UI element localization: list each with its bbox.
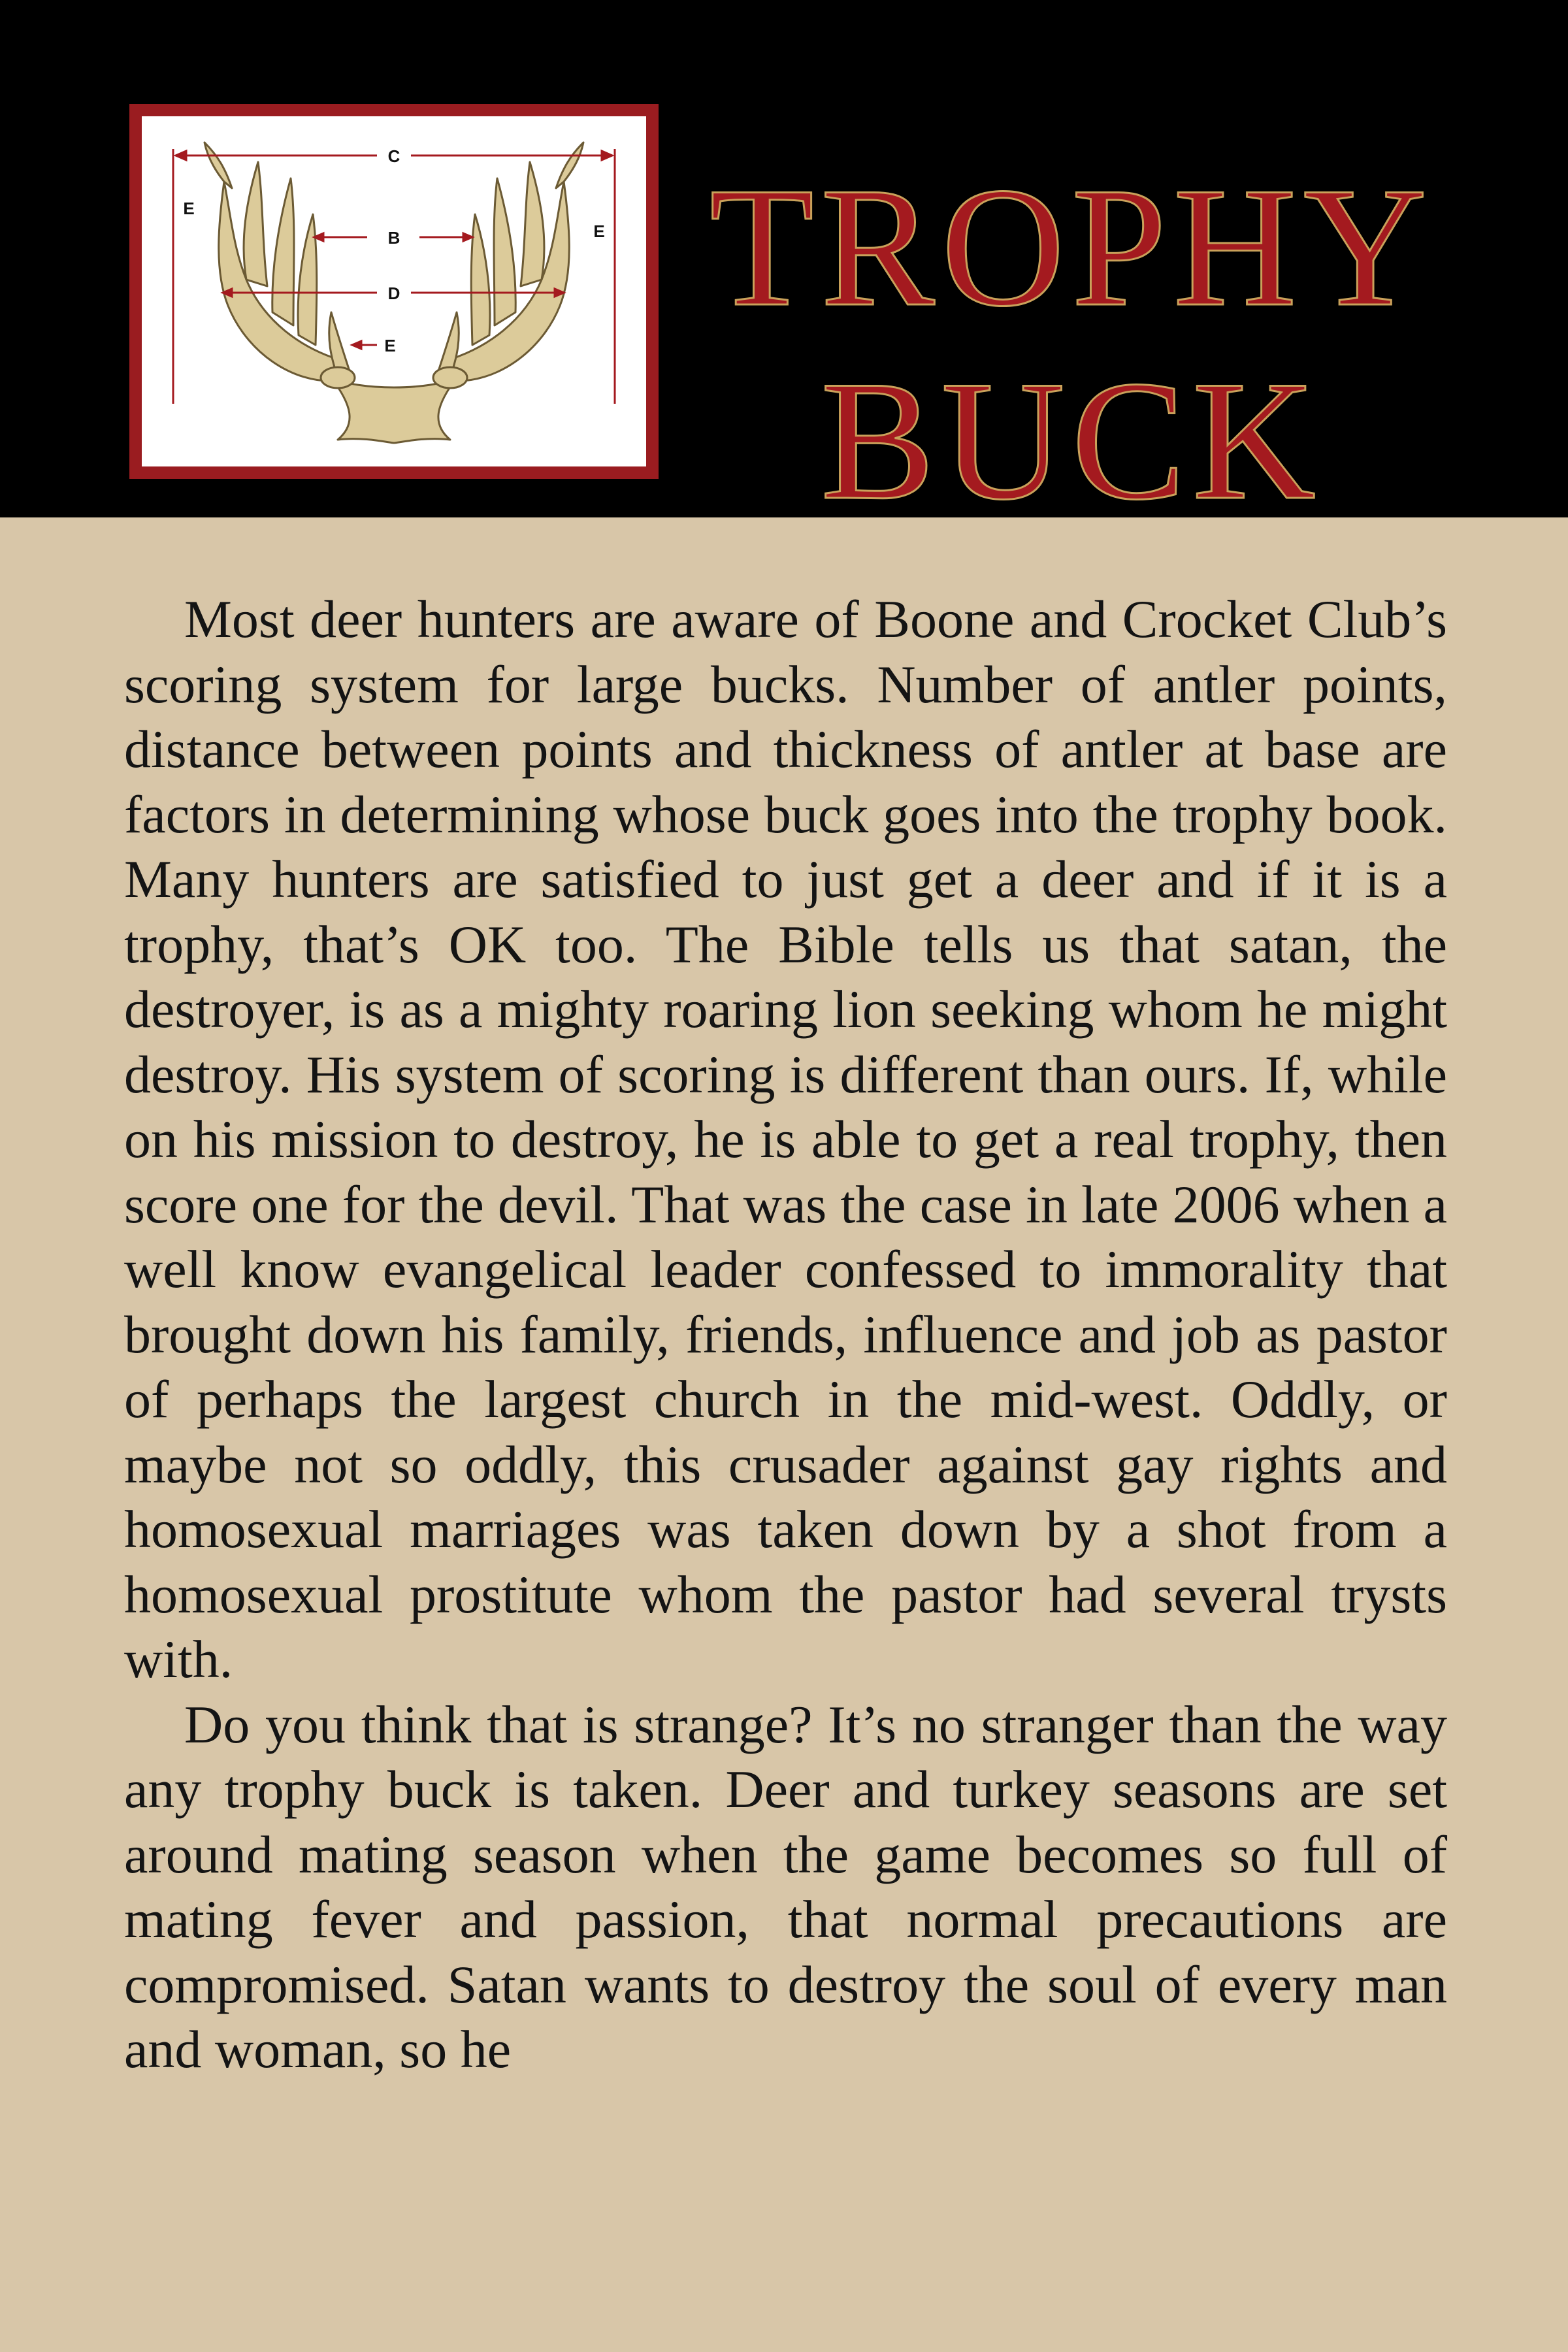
title-line-2: BUCK (821, 346, 1322, 535)
antler-scoring-logo (129, 104, 659, 479)
label-d: D (387, 284, 400, 303)
label-e-left: E (183, 199, 195, 218)
article-body (124, 587, 1447, 2082)
paragraph-2: Do you think that is strange? It’s no stranger than the way any trophy buck is taken. Deer and turkey seasons are set around mating season when the game becomes so full of mating fever and passion, that normal precautions are compromised. Satan wants to destroy the soul of every man and woman, so he (124, 1694, 1447, 2079)
label-e-right: E (593, 221, 605, 241)
paragraph-1: Most deer hunters are aware of Boone and Crocket Club’s scoring system for large bucks. Number of antler points, distance between points and thickness of antler at base are factors in determining whose buck goes into the trophy book. Many hunters are satisfied to just get a deer and if it is a trophy, that’s OK too. The Bible tells us that satan, the destroyer, is as a mighty roaring lion seeking whom he might destroy. His system of scoring is different than ours. If, while on his mission to destroy, he is able to get a real trophy, then score one for the devil. That was the case in late 2006 when a well know evangelical leader confessed to immorality that brought down his family, friends, influence and job as pastor of perhaps the largest church in the mid-west. Oddly, or maybe not so oddly, this crusader against gay rights and homosexual marriages was taken down by a shot from a homosexual prostitute whom the pastor had several trysts with. (124, 589, 1447, 1689)
antler-diagram (142, 116, 646, 466)
page-title (679, 150, 1463, 537)
label-c: C (387, 146, 400, 166)
label-b: B (387, 228, 400, 248)
header-banner (0, 0, 1568, 535)
label-e-center: E (384, 336, 396, 355)
title-line-1: TROPHY (709, 152, 1434, 342)
